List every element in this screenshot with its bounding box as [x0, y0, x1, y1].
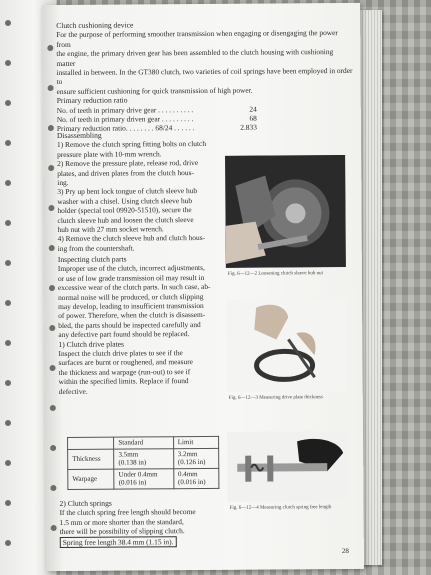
table-header-cell: Limit — [173, 436, 218, 448]
text-line: 4) Remove the clutch sleeve hub and clutch hous- — [57, 233, 206, 244]
text-line: normal noise will be produced, or clutch slipping — [58, 291, 204, 302]
ratio-label: No. of teeth in primary drive gear . . . . . . . . . . — [56, 104, 194, 115]
text-line: within the specified limits. Replace if found — [58, 376, 189, 387]
table-cell: Under 0.4mm (0.016 in) — [114, 468, 173, 489]
ratio-heading: Primary reduction ratio — [56, 95, 128, 106]
table-cell: 3.2mm (0.126 in) — [173, 448, 219, 469]
text-line: pressure plate with 10-mm wrench. — [57, 149, 162, 159]
subsection-heading: 1) Clutch drive plates — [58, 339, 125, 349]
text-line: Improper use of the clutch, incorrect adjustments, — [57, 263, 205, 274]
figure-caption: Fig. 6—12—3 Measuring drive plate thickness — [228, 395, 323, 401]
table-cell: 0.4mm (0.016 in) — [173, 468, 219, 489]
figure-clutch-hub-photo — [225, 155, 346, 268]
text-line: installed in between. In the GT380 clutch, two varieties of coil springs have been employed in order to — [56, 65, 353, 87]
text-line: plates, and driven plates from the clutch hous- — [57, 167, 194, 178]
text-line: there will be possibility of slipping clutch. — [59, 526, 185, 537]
text-line: excessive wear of the clutch parts. In such case, ab- — [57, 282, 211, 293]
text-line: defective. — [58, 386, 88, 396]
text-line: the engine, the primary driven gear has been assembled to the clutch housing with cushioning matter — [56, 47, 334, 68]
section-heading: Inspecting clutch parts — [57, 254, 127, 265]
text-line: ing from the countershaft. — [57, 243, 135, 253]
springs-section — [59, 498, 225, 548]
text-line: bled, the parts should be inspected carefully and — [58, 319, 201, 330]
text-line: may develop, leading to insufficient transmission — [58, 301, 204, 312]
text-line: 3) Pry up bent lock tongue of clutch sleeve hub — [57, 186, 198, 197]
text-line: Inspect the clutch drive plates to see if the — [58, 348, 183, 359]
disassembling-section — [57, 130, 224, 253]
table-row — [68, 468, 219, 489]
text-line: hub nut with 27 mm socket wrench. — [57, 224, 164, 235]
ratio-value: 68 — [249, 113, 257, 123]
table-cell: 3.5mm (0.138 in) — [114, 448, 173, 469]
manual-page — [42, 3, 364, 571]
text-line: ing. — [57, 177, 69, 188]
text-line: For the purpose of performing smoother transmission when engaging or disengaging the power from — [56, 28, 338, 49]
text-line: of power. Therefore, when the clutch is disassem- — [58, 310, 206, 321]
text-line: ensure sufficient cushioning for quick transmission of high power. — [56, 85, 253, 96]
text-line: surfaces are burnt or roughened, and measure — [58, 357, 193, 368]
figure-plate-thickness-photo — [226, 299, 347, 392]
text-line: 2) Remove the pressure plate, release rod, drive — [57, 158, 199, 169]
row-label: Thickness — [68, 449, 114, 470]
spring-spec-box: Spring free length 38.4 mm (1.15 in). — [60, 536, 177, 548]
ratio-value: 2.833 — [240, 123, 257, 133]
text-line: If the clutch spring free length should become — [59, 507, 196, 518]
subsection-heading: 2) Clutch springs — [59, 498, 112, 509]
row-label: Warpage — [68, 469, 114, 490]
ratio-label: No. of teeth in primary driven gear . . . . . . . . . — [56, 114, 194, 125]
page-number: 28 — [341, 546, 349, 556]
section-heading: Disassembling — [56, 130, 102, 141]
text-line: 1) Remove the clutch spring fitting bolts on clutch — [56, 139, 207, 150]
figure-caption: Fig. 6—12—4 Measuring clutch spring free length — [229, 505, 332, 511]
text-line: clutch sleeve hub and loosen the clutch sleeve — [57, 214, 194, 225]
figure-spring-length-photo — [227, 431, 347, 502]
table-header-cell: Standard — [114, 437, 173, 449]
inspecting-section — [58, 254, 225, 396]
section-heading: Clutch cushioning device — [56, 20, 134, 31]
text-line: any defective part found should be replaced. — [58, 329, 190, 340]
text-line: or use of low grade transmission oil may result in — [57, 272, 205, 283]
text-line: washer with a chisel. Using clutch sleeve hub — [57, 195, 193, 206]
table-header-cell — [68, 437, 114, 449]
cushioning-section — [56, 19, 353, 134]
text-line: 1.5 mm or more shorter than the standard, — [59, 516, 184, 527]
figure-caption: Fig. 6—12—2 Loosening clutch sleeve hub nut — [227, 271, 324, 277]
text-line: holder (special tool 09920-51510), secure the — [57, 205, 192, 216]
table-row — [68, 448, 219, 469]
ratio-label: Primary reduction ratio. . . . . . . . 68/24 . . . . . . — [56, 123, 195, 134]
ratio-value: 24 — [249, 104, 257, 114]
text-line: the thickness and warpage (run-out) to see if — [58, 366, 191, 377]
spec-table — [67, 436, 219, 490]
